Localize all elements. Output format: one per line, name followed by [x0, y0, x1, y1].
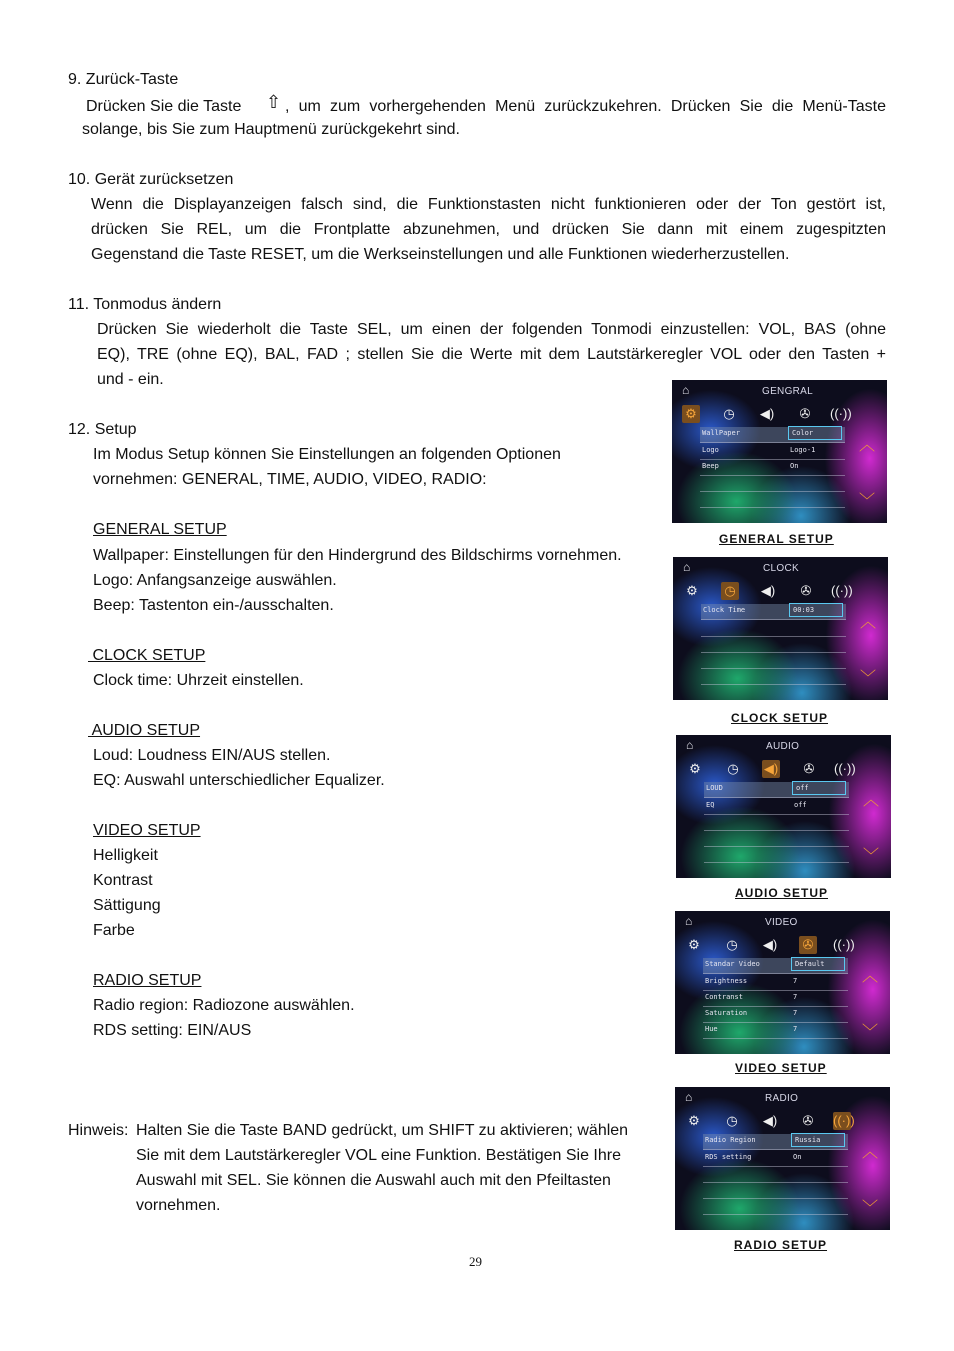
audio-setup-caption: AUDIO SETUP [735, 886, 829, 900]
note-text-1: Halten Sie die Taste BAND gedrückt, um SHIFT zu aktivieren; wählen [136, 1122, 629, 1139]
back-symbol-icon: ⇧ [266, 92, 282, 112]
table-row[interactable] [704, 782, 849, 798]
general-item: Wallpaper: Einstellungen für den Hindergrund des Bildschirms vornehmen. [93, 547, 622, 564]
reset-text-1: Wenn die Displayanzeigen falsch sind, die Funktionstasten nicht funktionieren oder der Ton gestört ist, [91, 196, 886, 213]
row-value: Logo-1 [790, 446, 816, 454]
radio-signal-icon[interactable]: ((·)) [833, 1113, 855, 1128]
gear-icon[interactable]: ⚙ [682, 405, 700, 423]
radio-item: Radio region: Radiozone auswählen. [93, 997, 355, 1014]
row-label: Logo [702, 446, 719, 454]
icon-bar [679, 582, 853, 602]
arrow-up-icon[interactable]: ︿ [858, 437, 875, 454]
row-value: Color [788, 426, 842, 440]
row-value: off [794, 801, 807, 809]
table-row[interactable] [703, 975, 848, 991]
row-value: 00:03 [789, 603, 843, 617]
home-icon[interactable]: ⌂ [685, 914, 693, 928]
general-setup-screen [672, 380, 887, 523]
film-reel-icon[interactable]: ✇ [802, 1113, 814, 1128]
back-text-1b: , um zum vorhergehenden Menü zurückzukehren. Drücken Sie die Menü-Taste [285, 98, 886, 115]
table-row [700, 492, 845, 508]
row-label: RDS setting [705, 1153, 752, 1161]
icon-bar [681, 1112, 855, 1132]
section-heading-setup: 12. Setup [68, 421, 137, 438]
general-setup-caption: GENERAL SETUP [719, 532, 834, 546]
gear-icon[interactable]: ⚙ [688, 1113, 700, 1128]
table-row [701, 621, 846, 637]
row-label: Contranst [705, 993, 743, 1001]
speaker-icon[interactable]: ◀) [762, 1113, 778, 1128]
row-label: LOUD [706, 784, 723, 792]
speaker-icon[interactable]: ◀) [762, 937, 778, 952]
general-setup-heading: GENERAL SETUP [93, 521, 227, 538]
row-label: EQ [706, 801, 715, 809]
row-value: 7 [793, 993, 798, 1001]
radio-signal-icon[interactable]: ((·)) [830, 406, 852, 421]
row-label: Radio Region [705, 1136, 756, 1144]
arrow-down-icon[interactable]: ﹀ [859, 670, 876, 687]
screen-title: AUDIO [766, 741, 800, 752]
row-value: On [790, 462, 799, 470]
radio-signal-icon[interactable]: ((·)) [833, 937, 855, 952]
icon-bar [681, 936, 855, 956]
video-setup-heading: VIDEO SETUP [93, 822, 201, 839]
arrow-up-icon[interactable]: ︿ [862, 792, 879, 809]
row-label: Saturation [705, 1009, 748, 1017]
row-value: Russia [791, 1133, 845, 1147]
tone-text-2: EQ), TRE (ohne EQ), BAL, FAD ; stellen Sie die Werte mit dem Lautstärkeregler VOL oder den Tasten + [97, 346, 886, 363]
table-row[interactable] [700, 427, 845, 443]
table-row[interactable] [703, 1134, 848, 1150]
screen-title: GENGRAL [762, 386, 814, 397]
film-reel-icon[interactable]: ✇ [803, 761, 815, 776]
screen-title: VIDEO [765, 917, 798, 928]
clock-setup-caption: CLOCK SETUP [731, 711, 829, 725]
setup-text-1: Im Modus Setup können Sie Einstellungen an folgenden Optionen [93, 446, 561, 463]
speaker-icon[interactable]: ◀) [763, 761, 779, 776]
arrow-up-icon[interactable]: ︿ [861, 1144, 878, 1161]
table-row [703, 1183, 848, 1199]
arrow-down-icon[interactable]: ﹀ [861, 1200, 878, 1217]
note-label: Hinweis: [68, 1122, 129, 1139]
row-value: 7 [793, 977, 798, 985]
clock-icon[interactable]: ◷ [721, 582, 739, 600]
row-value: off [792, 781, 846, 795]
row-value: 7 [793, 1025, 798, 1033]
row-label: Standar Video [705, 960, 760, 968]
radio-setup-caption: RADIO SETUP [734, 1238, 828, 1252]
row-value: 7 [793, 1009, 798, 1017]
video-item: Sättigung [93, 897, 161, 914]
video-setup-caption: VIDEO SETUP [735, 1061, 827, 1075]
arrow-down-icon[interactable]: ﹀ [861, 1024, 878, 1041]
table-row [703, 1167, 848, 1183]
radio-signal-icon[interactable]: ((·)) [831, 583, 853, 598]
icon-bar [678, 405, 852, 425]
back-text-1a: Drücken Sie die Taste [86, 98, 242, 115]
tone-text-3: und - ein. [97, 371, 164, 388]
clock-item: Clock time: Uhrzeit einstellen. [93, 672, 304, 689]
reset-text-2: drücken Sie REL, um die Frontplatte abzunehmen, und drücken Sie dann mit einem zugespitzten [91, 221, 886, 238]
note-text-4: vornehmen. [136, 1197, 221, 1214]
gear-icon[interactable]: ⚙ [689, 761, 701, 776]
speaker-icon[interactable]: ◀) [759, 406, 775, 421]
table-row[interactable] [703, 1007, 848, 1023]
screen-title: CLOCK [763, 563, 799, 574]
table-row[interactable] [703, 1151, 848, 1167]
home-icon[interactable]: ⌂ [683, 560, 691, 574]
clock-setup-heading: CLOCK SETUP [88, 647, 206, 664]
icon-bar [682, 760, 856, 780]
audio-setup-heading: AUDIO SETUP [88, 722, 201, 739]
reset-text-3: Gegenstand die Taste RESET, um die Werkseinstellungen und alle Funktionen wiederherzustellen. [91, 246, 790, 263]
table-row [703, 1199, 848, 1215]
section-heading-tone: 11. Tonmodus ändern [68, 296, 222, 313]
section-heading-reset: 10. Gerät zurücksetzen [68, 171, 234, 188]
row-value: Default [791, 957, 845, 971]
table-row [701, 669, 846, 685]
note-text-2: Sie mit dem Lautstärkeregler VOL eine Funktion. Bestätigen Sie Ihre [136, 1147, 621, 1164]
video-setup-screen [675, 911, 890, 1054]
table-row[interactable] [703, 958, 848, 974]
general-item: Logo: Anfangsanzeige auswählen. [93, 572, 337, 589]
table-row[interactable] [703, 1023, 848, 1039]
speaker-icon[interactable]: ◀) [760, 583, 776, 598]
row-label: WallPaper [702, 429, 740, 437]
radio-signal-icon[interactable]: ((·)) [834, 761, 856, 776]
video-item: Helligkeit [93, 847, 158, 864]
gear-icon[interactable]: ⚙ [688, 937, 700, 952]
clock-icon[interactable]: ◷ [726, 1113, 738, 1128]
arrow-down-icon[interactable]: ﹀ [858, 493, 875, 510]
arrow-up-icon[interactable]: ︿ [861, 968, 878, 985]
table-row[interactable] [704, 799, 849, 815]
table-row [704, 847, 849, 863]
note-text-3: Auswahl mit SEL. Sie können die Auswahl auch mit den Pfeiltasten [136, 1172, 611, 1189]
table-row [701, 653, 846, 669]
row-value: On [793, 1153, 802, 1161]
clock-icon[interactable]: ◷ [723, 406, 735, 421]
table-row[interactable] [703, 991, 848, 1007]
home-icon[interactable]: ⌂ [685, 1090, 693, 1104]
page-number: 29 [469, 1254, 482, 1269]
radio-setup-screen [675, 1087, 890, 1230]
home-icon[interactable]: ⌂ [686, 738, 694, 752]
video-item: Kontrast [93, 872, 153, 889]
table-row [700, 476, 845, 492]
video-item: Farbe [93, 922, 135, 939]
table-row[interactable] [700, 444, 845, 460]
arrow-up-icon[interactable]: ︿ [859, 614, 876, 631]
back-text-2: solange, bis Sie zum Hauptmenü zurückgekehrt sind. [82, 121, 460, 138]
row-label: Clock Time [703, 606, 746, 614]
row-label: Hue [705, 1025, 718, 1033]
screen-title: RADIO [765, 1093, 799, 1104]
home-icon[interactable]: ⌂ [682, 383, 690, 397]
table-row [704, 815, 849, 831]
tone-text-1: Drücken Sie wiederholt die Taste SEL, um einen der folgenden Tonmodi einzustellen: VOL, BAS (ohne [97, 321, 886, 338]
radio-setup-heading: RADIO SETUP [93, 972, 202, 989]
table-row [701, 637, 846, 653]
section-heading-back: 9. Zurück-Taste [68, 71, 179, 88]
radio-item: RDS setting: EIN/AUS [93, 1022, 252, 1039]
setup-text-2: vornehmen: GENERAL, TIME, AUDIO, VIDEO, RADIO: [93, 471, 487, 488]
general-item: Beep: Tastenton ein-/ausschalten. [93, 597, 334, 614]
audio-item: EQ: Auswahl unterschiedlicher Equalizer. [93, 772, 385, 789]
table-row[interactable] [700, 460, 845, 476]
film-reel-icon[interactable]: ✇ [799, 406, 811, 421]
film-reel-icon[interactable]: ✇ [799, 936, 817, 954]
clock-icon[interactable]: ◷ [727, 761, 739, 776]
row-label: Brightness [705, 977, 748, 985]
table-row [704, 831, 849, 847]
table-row[interactable] [701, 604, 846, 620]
film-reel-icon[interactable]: ✇ [800, 583, 812, 598]
row-label: Beep [702, 462, 719, 470]
clock-setup-screen [673, 557, 888, 700]
audio-item: Loud: Loudness EIN/AUS stellen. [93, 747, 331, 764]
clock-icon[interactable]: ◷ [726, 937, 738, 952]
arrow-down-icon[interactable]: ﹀ [862, 848, 879, 865]
audio-setup-screen [676, 735, 891, 878]
gear-icon[interactable]: ⚙ [686, 583, 698, 598]
